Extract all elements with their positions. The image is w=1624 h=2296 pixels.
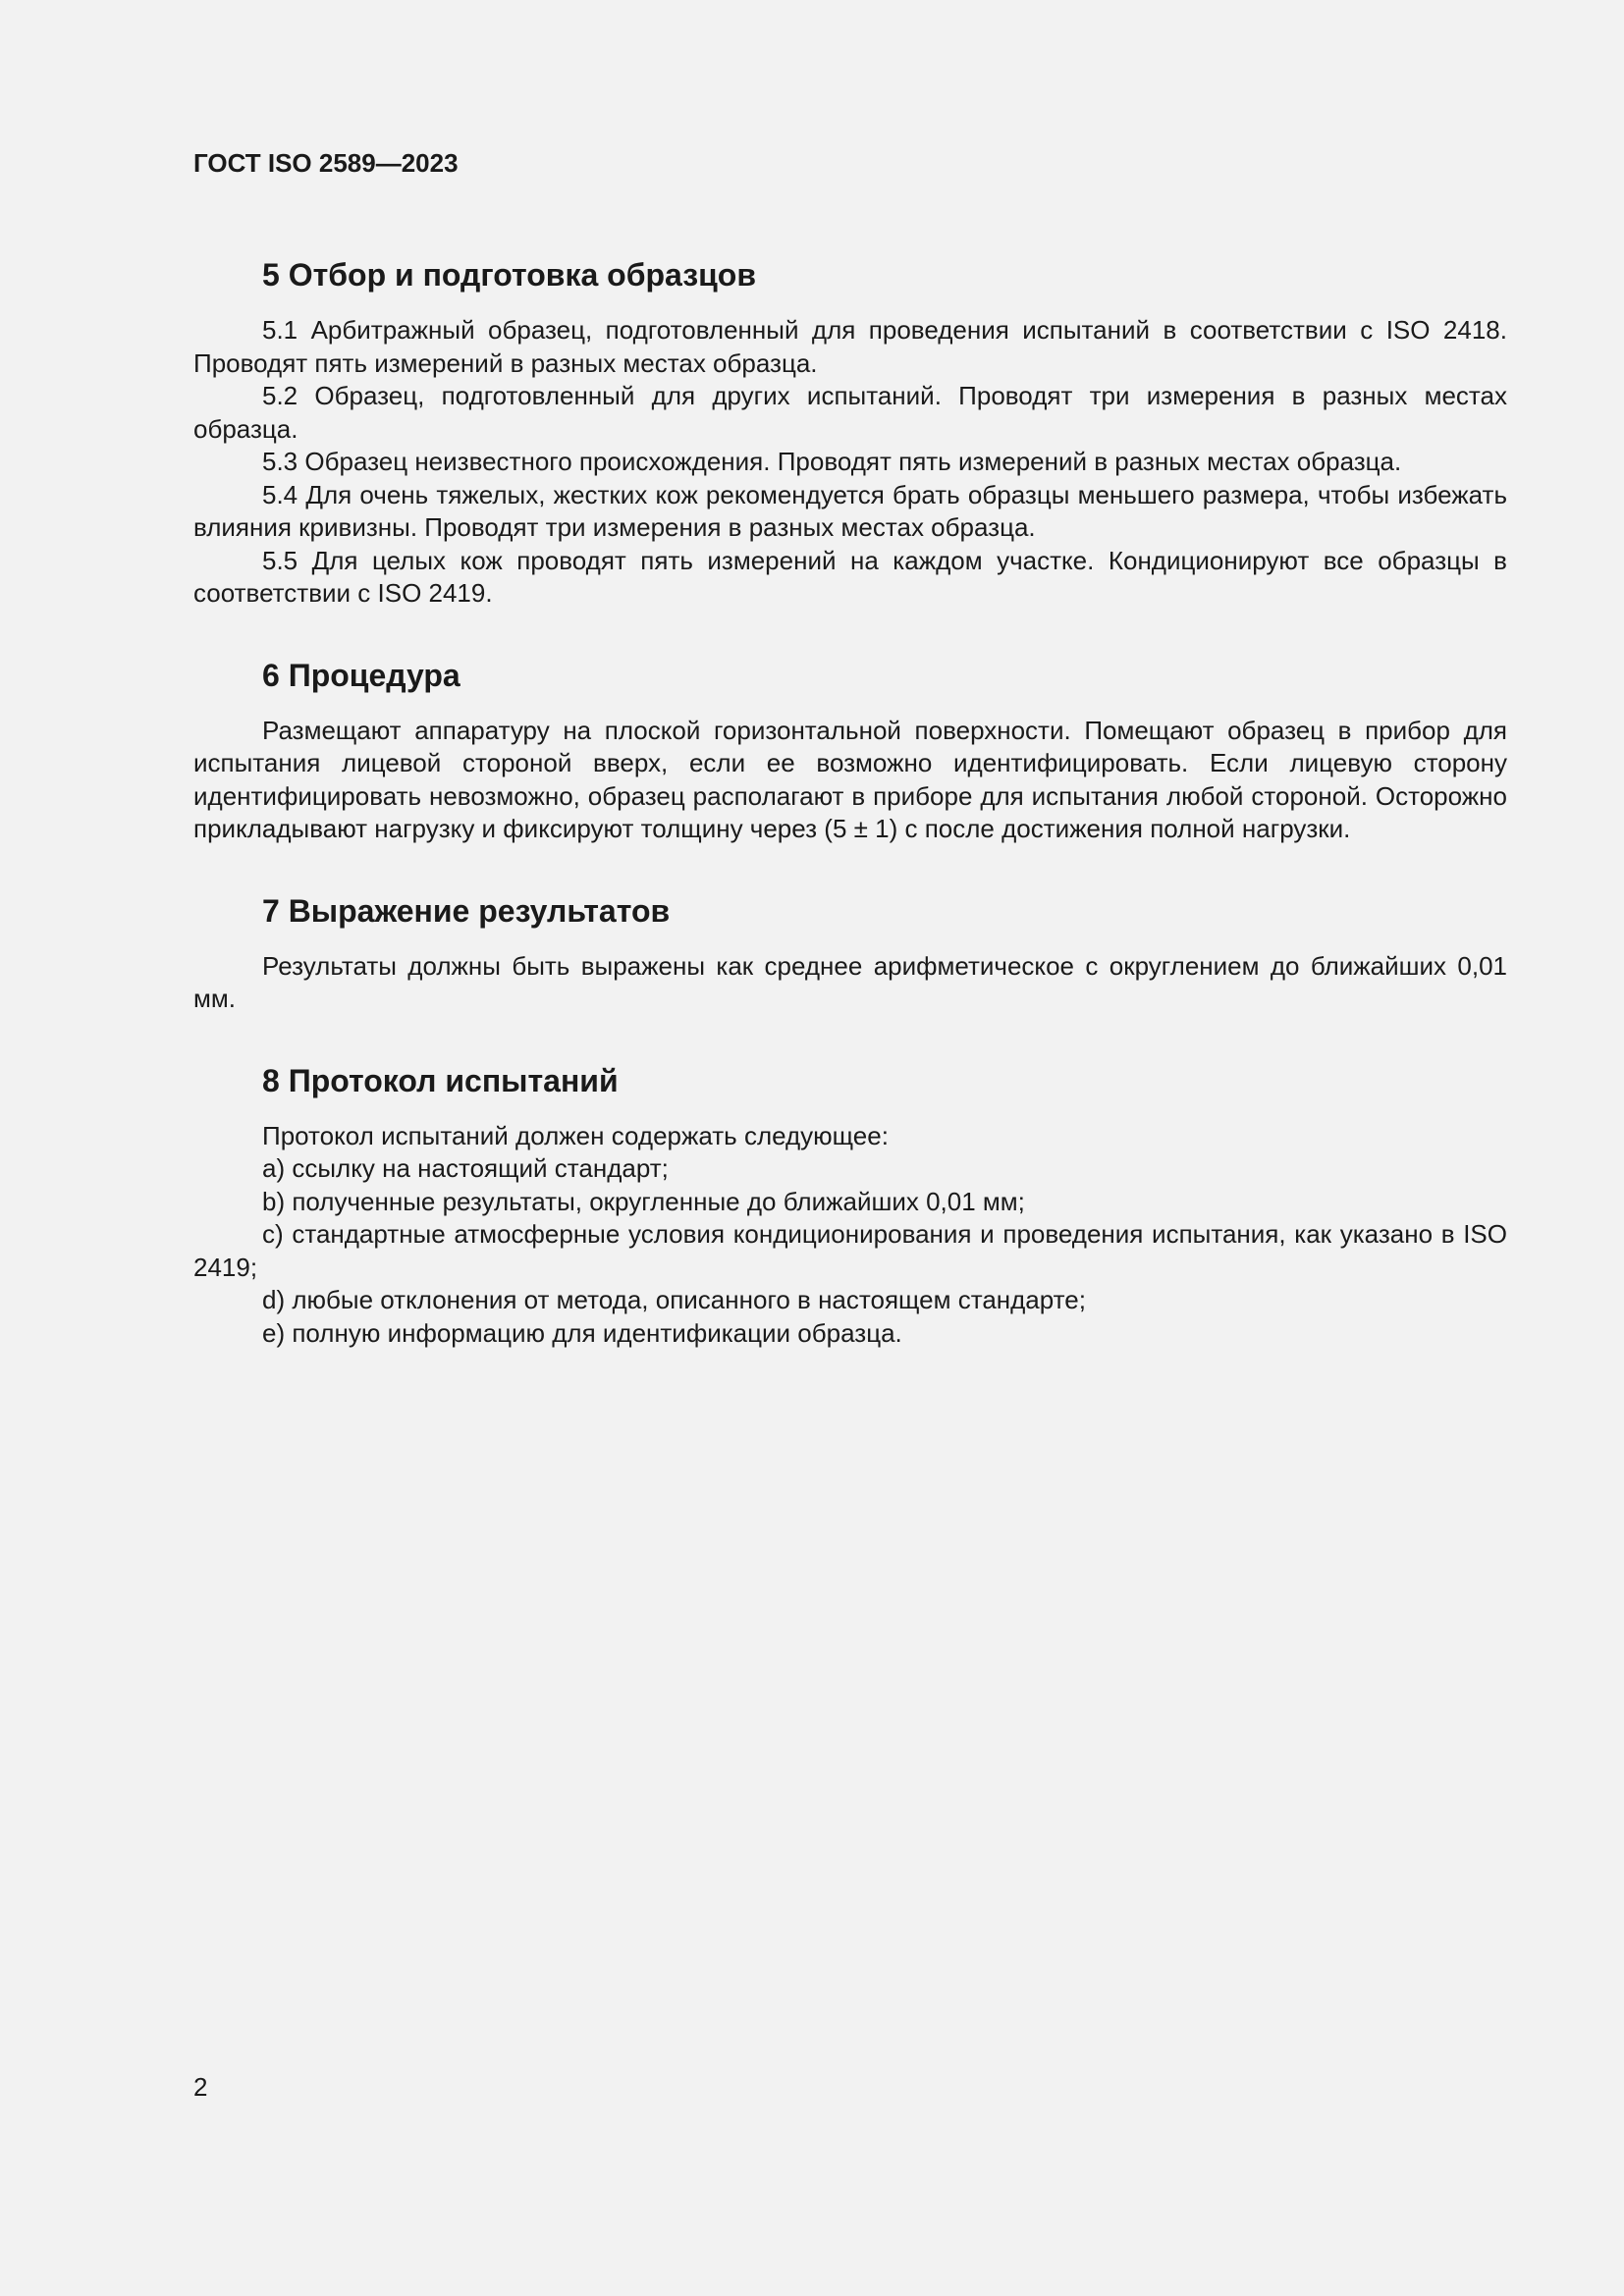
- page-number: 2: [193, 2072, 208, 2102]
- paragraph: Результаты должны быть выражены как среднее арифметическое с округлением до ближайших 0,01 мм.: [193, 950, 1507, 1013]
- section-sampling: [193, 255, 1507, 611]
- paragraph: Протокол испытаний должен содержать следующее:: [262, 1120, 889, 1150]
- list-item: b) полученные результаты, округленные до ближайших 0,01 мм;: [262, 1186, 1025, 1216]
- section-heading: 8 Протокол испытаний: [262, 1062, 619, 1098]
- document-page: [193, 145, 1507, 1350]
- section-procedure: [193, 656, 1507, 846]
- list-item: a) ссылку на настоящий стандарт;: [262, 1153, 669, 1183]
- paragraph: 5.3 Образец неизвестного происхождения. Проводят пять измерений в разных местах образца.: [262, 447, 1402, 476]
- paragraph: 5.1 Арбитражный образец, подготовленный для проведения испытаний в соответствии с ISO 2418. Проводят пять измерений в разных местах образца.: [193, 315, 1507, 378]
- list-item: d) любые отклонения от метода, описанного в настоящем стандарте;: [262, 1285, 1086, 1314]
- section-heading: 7 Выражение результатов: [262, 892, 671, 929]
- document-header: ГОСТ ISO 2589—2023: [193, 148, 459, 178]
- section-heading: 5 Отбор и подготовка образцов: [262, 257, 756, 293]
- section-heading: 6 Процедура: [262, 657, 460, 693]
- list-item: e) полную информацию для идентификации образца.: [262, 1317, 902, 1348]
- section-test-report: [193, 1061, 1507, 1351]
- section-results: [193, 891, 1507, 1016]
- list-item: c) стандартные атмосферные условия кондиционирования и проведения испытания, как указано в ISO 2419;: [193, 1219, 1507, 1282]
- paragraph: 5.5 Для целых кож проводят пять измерений на каждом участке. Кондиционируют все образцы в соответствии с ISO 2419.: [193, 545, 1507, 608]
- paragraph: 5.2 Образец, подготовленный для других испытаний. Проводят три измерения в разных местах образца.: [193, 381, 1507, 444]
- paragraph: Размещают аппаратуру на плоской горизонтальной поверхности. Помещают образец в прибор для испытания лицевой стороной вверх, если ее возможно идентифицировать. Если лицевую сторону идентифицировать невозможно, образец располагают в приборе для испытания любой стороной. Осторожно прикладывают нагрузку и фиксируют толщину через (5 ± 1) с после достижения полной нагрузки.: [193, 715, 1507, 843]
- paragraph: 5.4 Для очень тяжелых, жестких кож рекомендуется брать образцы меньшего размера, чтобы избежать влияния кривизны. Проводят три измерения в разных местах образца.: [193, 479, 1507, 542]
